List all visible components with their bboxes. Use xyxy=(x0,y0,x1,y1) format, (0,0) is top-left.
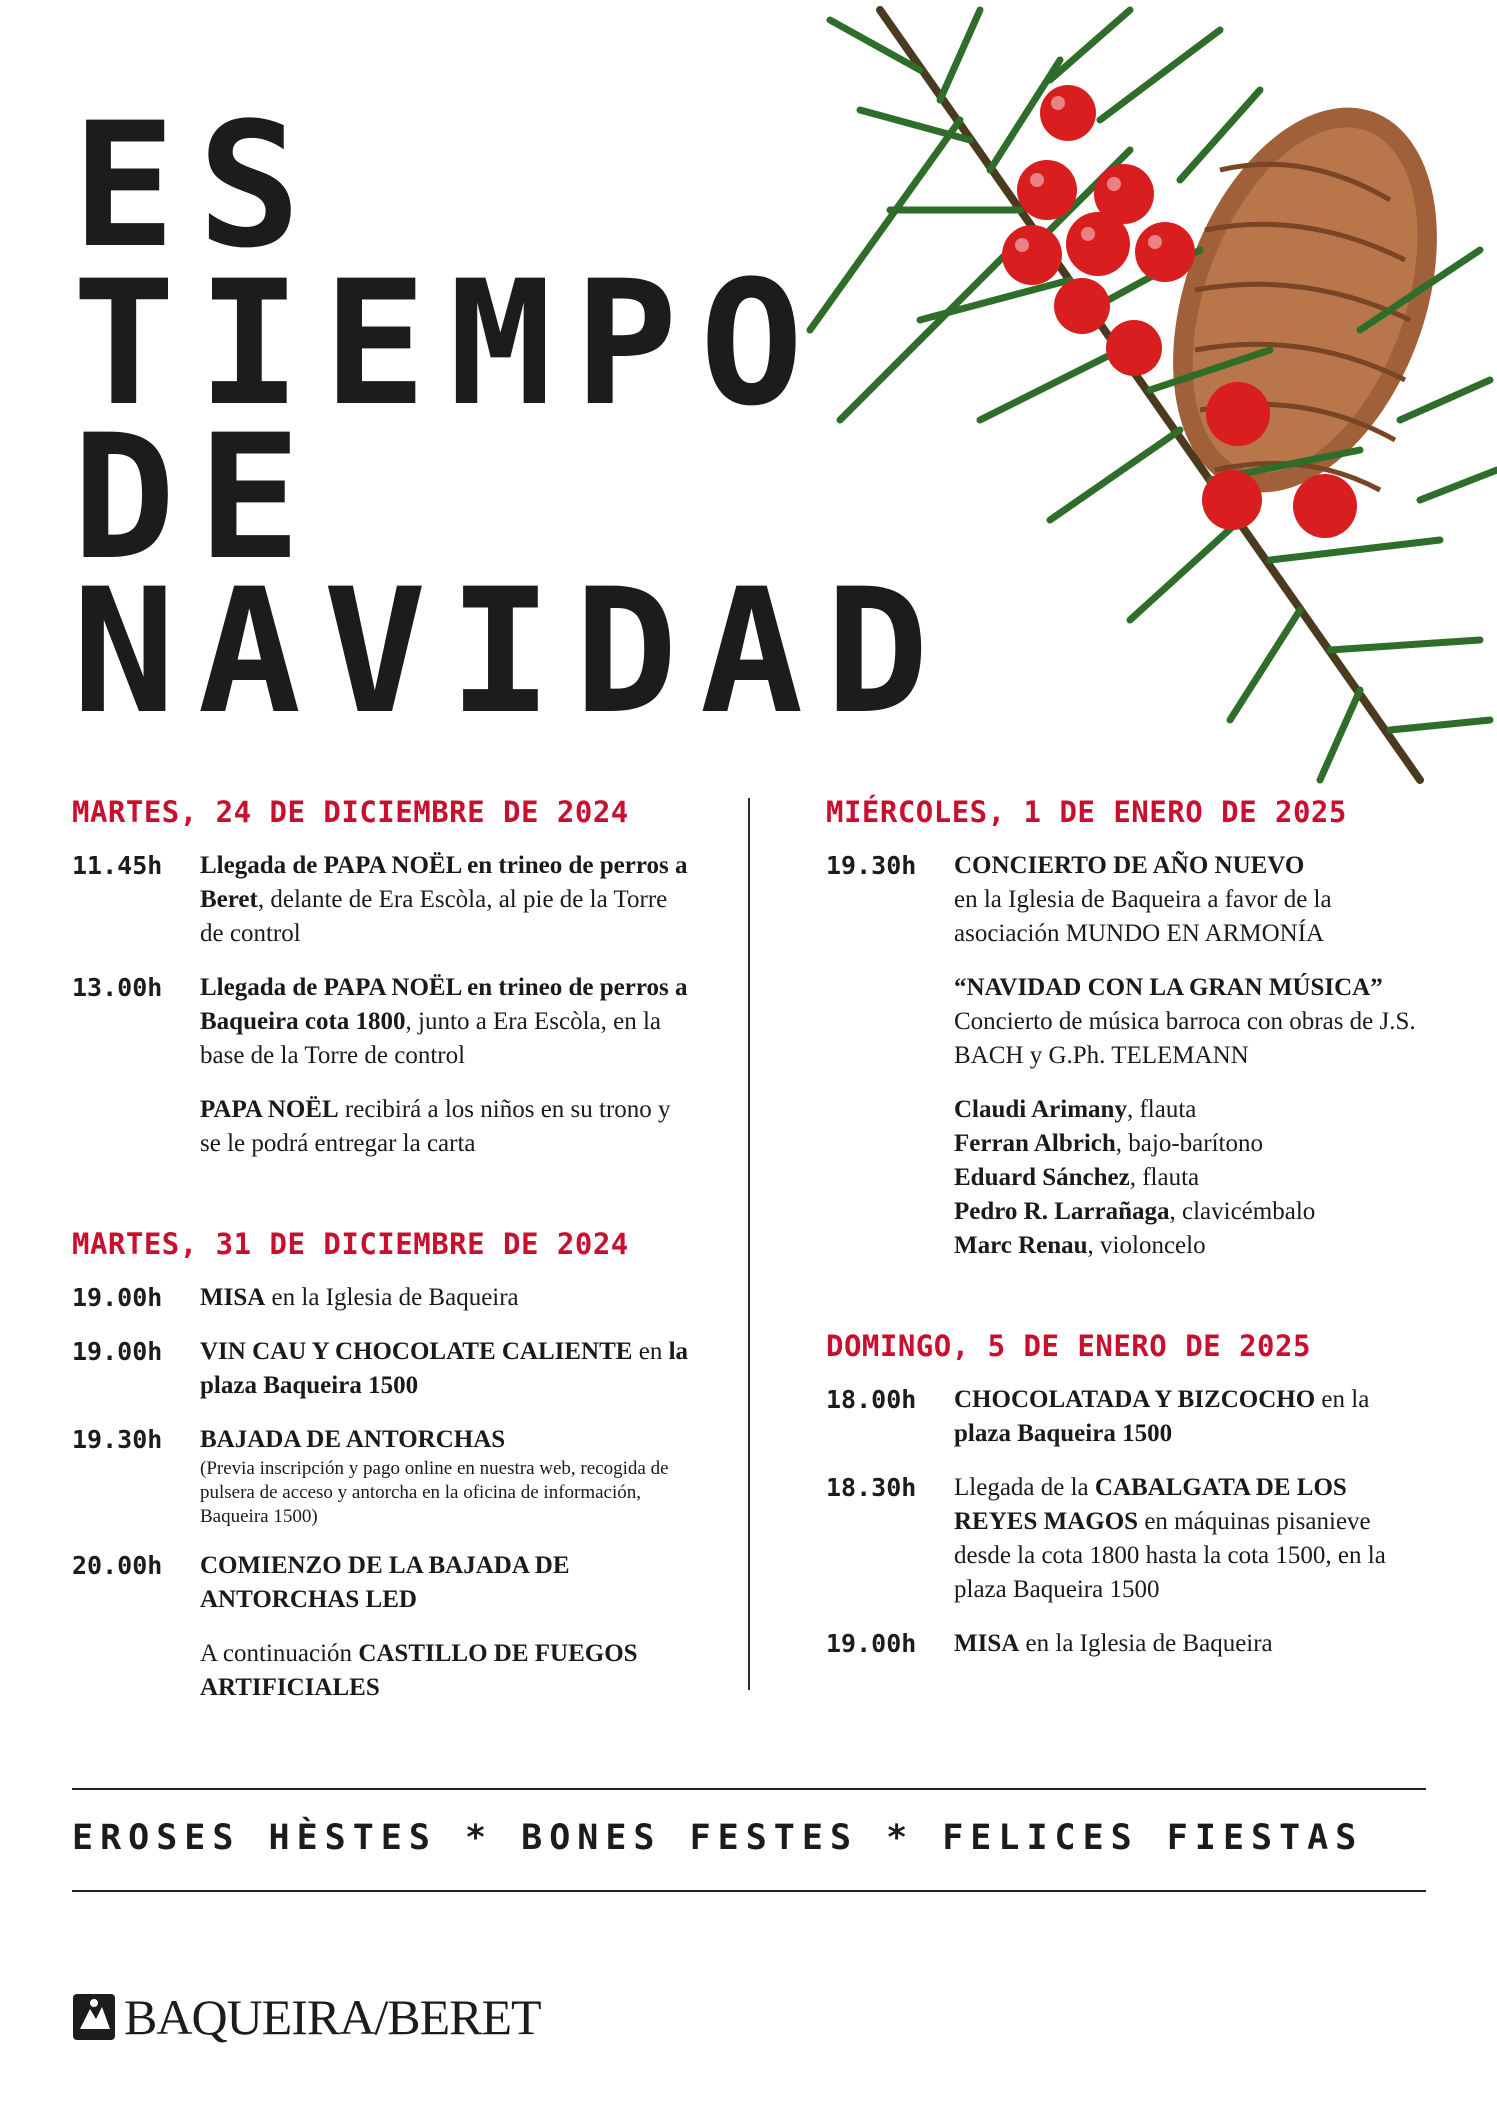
event-description: A continuación CASTILLO DE FUEGOS ARTIFICIALES xyxy=(200,1640,638,1701)
event-entry xyxy=(826,1627,1426,1661)
column-divider xyxy=(748,798,750,1690)
day-heading: MARTES, 31 DE DICIEMBRE DE 2024 xyxy=(72,1227,629,1261)
event-description: MISA en la Iglesia de Baqueira xyxy=(200,1284,519,1311)
day-heading: MIÉRCOLES, 1 DE ENERO DE 2025 xyxy=(826,795,1347,829)
event-description: VIN CAU Y CHOCOLATE CALIENTE en la plaza Baqueira 1500 xyxy=(200,1338,689,1399)
day-heading: MARTES, 24 DE DICIEMBRE DE 2024 xyxy=(72,795,629,829)
footer-rule-top xyxy=(72,1788,1426,1790)
performer: Eduard Sánchez, flauta xyxy=(954,1164,1200,1191)
performer: Claudi Arimany, flauta xyxy=(954,1096,1197,1123)
event-description: BAJADA DE ANTORCHAS (Previa inscripción y pago online en nuestra web, recogida de pulsera de acceso y antorcha en la oficina de información, Baqueira 1500) xyxy=(200,1423,692,1529)
event-time: 18.30h xyxy=(826,1473,917,1502)
event-time: 11.45h xyxy=(72,851,163,880)
event-time: 19.30h xyxy=(72,1425,163,1454)
schedule-right-column xyxy=(826,795,1426,1681)
footer-rule-bottom xyxy=(72,1890,1426,1892)
event-time: 19.00h xyxy=(72,1337,163,1366)
event-time: 20.00h xyxy=(72,1551,163,1580)
event-entry xyxy=(72,1335,692,1403)
performer: Pedro R. Larrañaga, clavicémbalo xyxy=(954,1198,1316,1225)
event-entry xyxy=(72,849,692,951)
day-section-dec-24 xyxy=(72,795,692,1161)
holiday-greeting: EROSES HÈSTES * BONES FESTES * FELICES FIESTAS xyxy=(72,1818,1364,1858)
event-entry xyxy=(72,1423,692,1529)
event-time: 19.30h xyxy=(826,851,917,880)
event-time: 13.00h xyxy=(72,973,163,1002)
event-entry xyxy=(72,1549,692,1617)
event-time: 19.00h xyxy=(72,1283,163,1312)
event-entry xyxy=(826,971,1426,1073)
event-entry xyxy=(72,1637,692,1705)
event-description: MISA en la Iglesia de Baqueira xyxy=(954,1630,1273,1657)
event-description: “NAVIDAD CON LA GRAN MÚSICA” Concierto de música barroca con obras de J.S. BACH y G.Ph. TELEMANN xyxy=(954,974,1416,1069)
event-description: Llegada de PAPA NOËL en trineo de perros a Baqueira cota 1800, junto a Era Escòla, en la base de la Torre de control xyxy=(200,974,688,1069)
brand-logo-text: BAQUEIRA/BERET xyxy=(124,1989,541,2045)
event-time: 19.00h xyxy=(826,1629,917,1658)
event-description: PAPA NOËL recibirá a los niños en su trono y se le podrá entregar la carta xyxy=(200,1096,671,1157)
performer: Ferran Albrich, bajo-barítono xyxy=(954,1130,1263,1157)
event-description: CONCIERTO DE AÑO NUEVO en la Iglesia de Baqueira a favor de la asociación MUNDO EN ARMONÍA xyxy=(954,852,1332,947)
event-entry xyxy=(72,1093,692,1161)
baqueira-emblem-icon xyxy=(72,1993,116,2041)
title-line-3: DE xyxy=(72,397,324,598)
day-section-jan-5 xyxy=(826,1329,1426,1661)
event-entry xyxy=(72,971,692,1073)
event-entry xyxy=(826,849,1426,951)
event-entry xyxy=(72,1281,692,1315)
schedule-left-column xyxy=(72,795,692,1725)
title-line-2: TIEMPO xyxy=(72,243,826,444)
day-heading: DOMINGO, 5 DE ENERO DE 2025 xyxy=(826,1329,1311,1363)
event-description: COMIENZO DE LA BAJADA DE ANTORCHAS LED xyxy=(200,1552,570,1613)
event-description: Llegada de la CABALGATA DE LOS REYES MAGOS en máquinas pisanieve desde la cota 1800 hasta la cota 1500, en la plaza Baqueira 1500 xyxy=(954,1474,1386,1603)
event-description: CHOCOLATADA Y BIZCOCHO en la plaza Baqueira 1500 xyxy=(954,1386,1370,1447)
event-time: 18.00h xyxy=(826,1385,917,1414)
christmas-branch-illustration xyxy=(800,0,1497,800)
performers-list xyxy=(826,1093,1426,1263)
day-section-jan-1 xyxy=(826,795,1426,1263)
title-line-4: NAVIDAD xyxy=(72,551,951,752)
day-section-dec-31 xyxy=(72,1227,692,1705)
event-description: Llegada de PAPA NOËL en trineo de perros a Beret, delante de Era Escòla, al pie de la Torre de control xyxy=(200,852,688,947)
event-note: (Previa inscripción y pago online en nuestra web, recogida de pulsera de acceso y antorcha en la oficina de información, Baqueira 1500) xyxy=(200,1458,669,1527)
event-entry xyxy=(826,1471,1426,1607)
title-line-1: ES xyxy=(72,85,324,286)
brand-logo xyxy=(72,1988,541,2046)
event-entry xyxy=(826,1383,1426,1451)
performer: Marc Renau, violoncelo xyxy=(954,1232,1206,1259)
